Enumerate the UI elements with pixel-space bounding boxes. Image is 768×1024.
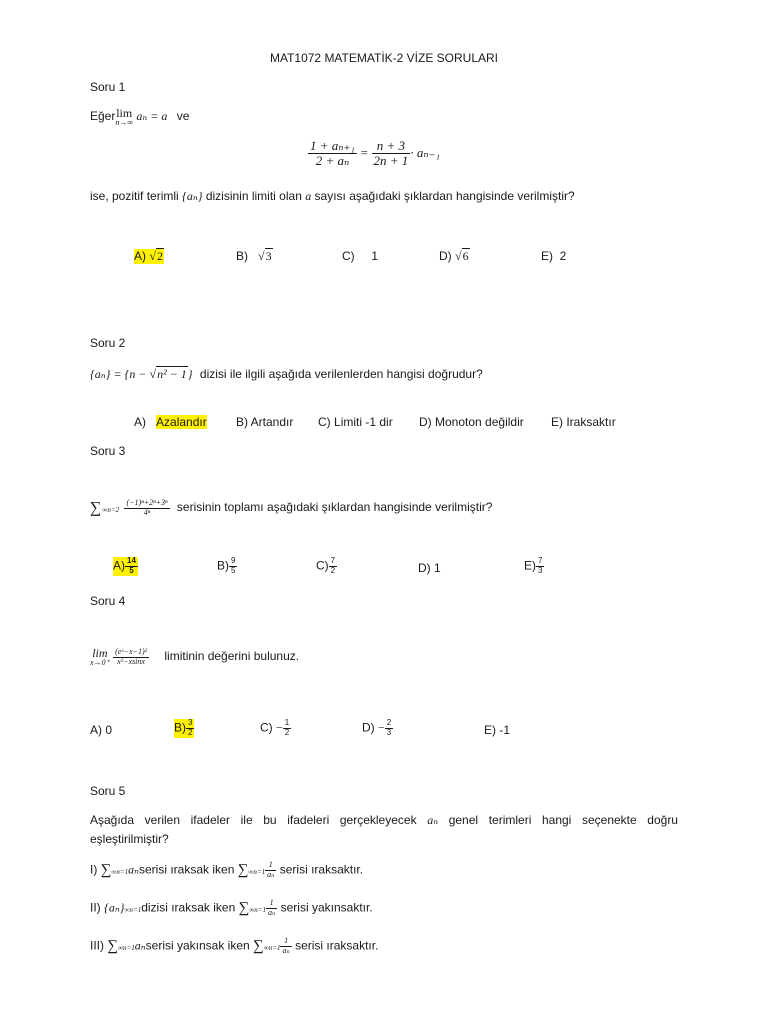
q4-num: (eˣ−x−1)² [115,647,148,656]
q2-option-a-text: Azalandır [156,415,207,429]
q2-option-e[interactable] [551,415,616,429]
q4-option-d-fraction [385,719,393,738]
q5-item-3-sigma2-limits [264,941,281,952]
q1-prefix: Eğer [90,109,116,124]
q2-option-b-letter: B) [236,415,248,429]
q1-equals: = [360,145,368,161]
q2-seq-left: {aₙ} = {n − [90,367,150,381]
q5-item-3-frac-num: 1 [280,937,291,947]
q3-sigma-limits [102,503,119,514]
q2-text: dizisi ile ilgili aşağıda verilenlerden hangisi doğrudur? [199,367,483,381]
q3-option-d-value: 1 [434,561,441,575]
q1-option-b-letter: B) [236,249,248,263]
q5-item-3-mid: serisi yakınsak iken [145,938,250,953]
q4-option-b-letter: B) [174,720,186,735]
q4-option-d-num: 2 [386,718,392,727]
q1-option-d[interactable] [439,249,470,264]
q5-item-3-sigma-bottom: n=1 [123,943,135,952]
q1-lhs-num: 1 + aₙ₊₁ [310,138,355,153]
q3-num: (−1)ⁿ+2ⁿ+3ⁿ [126,498,168,507]
q1-limit [115,108,133,126]
q5-item-1-roman: I) [90,862,98,877]
q3-option-b-num: 9 [231,556,236,565]
question-4-label: Soru 4 [90,594,126,608]
q3-option-c-num: 7 [330,556,336,565]
q3-question-text [90,499,492,518]
q1-rhs-tail: · aₙ₋₁ [410,145,440,161]
q1-lim-expr: aₙ = a [136,109,168,124]
sqrt-icon: √ [258,249,265,263]
q5-item-2-roman: II) [90,900,101,915]
q3-option-c-fraction [329,557,337,576]
q2-option-d-letter: D) [419,415,432,429]
q2-option-c-letter: C) [318,415,331,429]
q4-option-c-den: 2 [284,727,290,737]
q5-item-3-sigma2-top: ∞ [263,943,269,952]
q5-item-1-frac-num: 1 [265,861,276,871]
q5-item-1-sigma2-top: ∞ [248,867,254,876]
q2-option-c-text: Limiti -1 dir [334,415,393,429]
q4-option-c-fraction [283,719,291,738]
q3-option-c[interactable] [316,557,337,576]
q1-option-c-value: 1 [371,249,379,263]
q1-text-a: ise, pozitif terimli [90,189,183,203]
q5-item-3-end: serisi ıraksaktır. [295,938,379,953]
sigma-icon: ∑ [253,937,264,954]
q1-question-text [90,189,575,204]
q5-item-2-seq: {aₙ} [104,900,125,915]
q5-intro-line-1 [90,813,678,828]
q3-option-a-num: 14 [127,556,136,565]
q3-option-b[interactable] [217,557,237,576]
q2-option-d-text: Monoton değildir [435,415,524,429]
q2-option-b[interactable] [236,415,293,429]
q5-item-2-mid: dizisi ıraksak iken [141,900,236,915]
q1-text-b: dizisinin limiti olan [202,189,306,203]
q1-rhs-den: 2n + 1 [373,153,409,169]
q5-item-3-sigma-top: ∞ [118,943,124,952]
q1-text-c: sayısı aşağıdaki şıklardan hangisinde verilmiştir? [311,189,575,203]
q4-option-b-den: 2 [188,727,193,737]
q5-item-2-sigma-limits [249,903,266,914]
q3-option-c-den: 2 [330,565,336,575]
q5-item-2-frac-den: aₙ [268,907,276,917]
q5-item-2-end: serisi yakınsaktır. [280,900,373,915]
q5-item-1-sigma2-bottom: n=1 [253,867,266,876]
q2-option-a[interactable] [134,415,207,429]
question-2-label: Soru 2 [90,336,126,350]
q4-option-d[interactable] [362,719,393,738]
q5-item-2-seq-limits [124,903,141,914]
q1-option-b[interactable] [236,249,273,264]
q4-lim-sub: x→0⁺ [90,658,110,668]
q3-option-a-letter: A) [113,558,125,573]
q4-option-e[interactable] [484,723,510,737]
q5-item-3 [90,937,378,956]
q5-item-1-frac-den: aₙ [267,869,275,879]
q3-option-e-fraction [536,557,544,576]
q3-option-a-fraction [125,557,138,576]
q2-option-e-text: Iraksaktır [566,415,616,429]
q4-limit [90,648,110,666]
q1-option-a-letter: A) [134,249,146,263]
q5-item-3-term: aₙ [134,938,146,953]
q5-item-1 [90,861,363,880]
q4-question-text [90,648,299,667]
q1-rhs-fraction [372,139,411,169]
q5-intro-var: aₙ [427,813,439,827]
q5-item-1-mid: serisi ıraksak iken [139,862,235,877]
q3-option-e[interactable] [524,557,544,576]
q5-item-1-fraction [265,861,276,880]
q1-option-e-value: 2 [559,249,567,263]
q5-item-3-frac-den: aₙ [282,945,290,955]
q1-lim-sub: n→∞ [115,117,134,127]
q1-text-seq: {aₙ} [182,189,203,203]
q4-option-b-fraction [186,719,194,738]
q4-den: x²−xsinx [117,656,145,666]
question-5-label: Soru 5 [90,784,126,798]
q4-lim-word: lim [92,646,108,661]
q1-option-e-letter: E) [541,249,553,263]
q1-ve: ve [176,109,190,124]
sqrt-icon: √ [149,249,156,263]
q2-option-b-text: Artandır [250,415,294,429]
q3-option-b-letter: B) [217,558,229,573]
q3-option-a[interactable] [113,557,138,576]
q4-option-d-den: 3 [386,727,392,737]
q4-option-c-sign: − [276,720,283,735]
q4-option-d-letter: D) [362,720,375,735]
q3-option-b-den: 5 [231,565,236,575]
q2-option-e-letter: E) [551,415,563,429]
q3-option-b-fraction [229,557,237,576]
q5-intro-line-2: eşleştirilmiştir? [90,832,169,846]
sigma-icon: ∑ [100,861,112,878]
question-3-label: Soru 3 [90,444,126,458]
q4-text: limitinin değerini bulunuz. [164,649,300,664]
q1-option-c-letter: C) [342,249,355,263]
q3-den: 4ⁿ [143,507,151,517]
q5-item-3-roman: III) [90,938,104,953]
q3-option-c-letter: C) [316,558,329,573]
q4-option-e-value: -1 [499,723,511,737]
q3-fraction [124,499,169,518]
q5-item-3-fraction [280,937,291,956]
q5-item-2-fraction [266,899,277,918]
q5-item-1-term: aₙ [128,862,139,877]
q1-lhs-den: 2 + aₙ [315,153,350,169]
q3-option-e-num: 7 [538,556,543,565]
q5-item-1-sigma-bottom: n=1 [116,867,129,876]
q1-option-d-letter: D) [439,249,452,263]
q2-option-a-letter: A) [134,415,146,429]
q2-option-c[interactable] [318,415,393,429]
q4-option-d-sign: − [378,720,385,735]
q4-option-a-value: 0 [105,723,113,737]
q1-option-a-value: 2 [156,249,163,263]
q3-option-d-letter: D) [418,561,431,575]
page-title: MAT1072 MATEMATİK-2 VİZE SORULARI [269,51,499,65]
sigma-icon: ∑ [237,861,249,878]
q4-option-e-letter: E) [484,723,496,737]
q1-option-e[interactable] [541,249,566,263]
q5-item-2-seq-bottom: n=1 [129,905,142,914]
sqrt-icon: √ [455,249,462,263]
q5-item-1-sigma-top: ∞ [111,867,117,876]
q4-option-c-letter: C) [260,720,273,735]
q5-intro-a: Aşağıda verilen ifadeler ile bu ifadeleri gerçekleyecek [90,813,417,827]
q1-equation [308,139,440,169]
q2-option-d[interactable] [419,415,524,429]
question-1-premise [90,108,189,126]
q5-item-1-end: serisi ıraksaktır. [279,862,364,877]
q1-option-a[interactable] [134,249,164,264]
q4-option-a[interactable] [90,723,112,737]
q5-intro-b: genel terimleri hangi seçenekte doğru [448,813,678,827]
q3-sigma-bottom: n=2 [107,505,120,514]
q5-item-1-sigma2-limits [248,865,265,876]
q1-text-var: a [305,189,312,203]
q1-lhs-fraction [308,139,357,169]
sigma-icon: ∑ [90,499,102,517]
sigma-icon: ∑ [238,899,250,916]
q5-item-2-seq-top: ∞ [124,905,130,914]
q5-item-2 [90,899,373,918]
q5-item-3-sigma2-bottom: n=1 [268,943,281,952]
sigma-icon: ∑ [107,937,119,954]
q4-option-b[interactable] [174,719,194,738]
q2-seq-right: } [187,367,193,381]
q5-item-2-sigma-bottom: n=1 [254,905,267,914]
q1-rhs-num: n + 3 [372,139,411,154]
q4-option-c-num: 1 [284,718,290,727]
q3-option-a-den: 5 [129,565,134,575]
q3-sigma-top: ∞ [102,505,108,514]
q3-option-d[interactable] [418,561,441,575]
q2-seq-root: n² − 1 [157,367,187,381]
q4-option-b-num: 3 [188,718,193,727]
q5-item-2-sigma-top: ∞ [249,905,255,914]
q4-option-c[interactable] [260,719,291,738]
question-1-label: Soru 1 [90,80,126,94]
sqrt-icon: √ [149,367,157,381]
q3-text: serisinin toplamı aşağıdaki şıklardan hangisinde verilmiştir? [176,500,493,515]
q3-option-e-letter: E) [524,558,536,573]
q1-option-c[interactable] [342,249,378,263]
q4-fraction [113,648,149,667]
q5-item-3-sigma-limits [118,941,135,952]
q3-option-e-den: 3 [538,565,543,575]
q1-lim-word: lim [116,106,133,120]
q5-item-2-frac-num: 1 [266,899,277,909]
q2-question-text [90,367,483,382]
q4-option-a-letter: A) [90,723,102,737]
q1-option-b-value: 3 [265,249,272,263]
q5-item-1-sigma-limits [111,865,128,876]
q1-option-d-value: 6 [462,249,469,263]
